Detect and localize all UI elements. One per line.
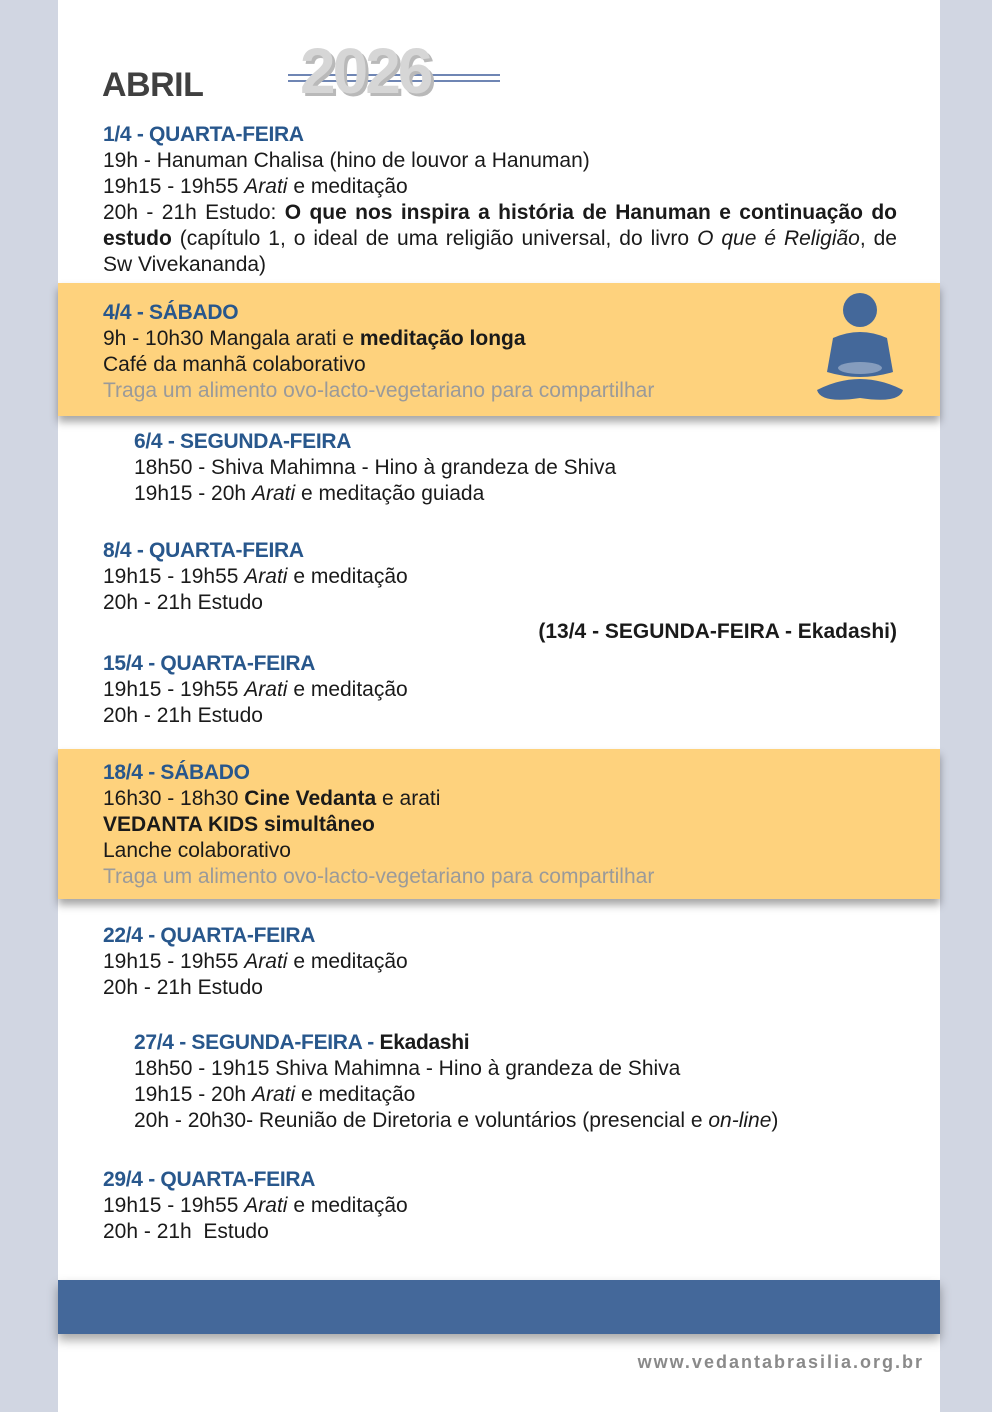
event-date: 1/4 - QUARTA-FEIRA xyxy=(103,123,304,146)
event-line: 19h15 - 19h55 Arati e meditação xyxy=(103,678,408,701)
event-27-4 xyxy=(134,1030,894,1134)
event-line: 9h - 10h30 Mangala arati e meditação longa xyxy=(103,327,526,350)
event-date: 8/4 - QUARTA-FEIRA xyxy=(103,539,304,562)
event-line: 20h - 21h Estudo xyxy=(103,976,263,999)
event-line: 20h - 21h Estudo xyxy=(103,1220,269,1243)
event-line: 19h15 - 20h Arati e meditação xyxy=(134,1083,416,1106)
event-line: 20h - 21h Estudo: O que nos inspira a história de Hanuman e continuação do estudo (capítulo 1, o ideal de uma religião universal, do livro O que é Religião, de Sw Vivekananda) xyxy=(103,201,897,276)
event-29-4 xyxy=(103,1167,803,1245)
event-line: Café da manhã colaborativo xyxy=(103,353,366,376)
event-date: 4/4 - SÁBADO xyxy=(103,301,239,324)
year-label: 2026 xyxy=(300,35,431,107)
event-date: 15/4 - QUARTA-FEIRA xyxy=(103,652,316,675)
event-line: 19h15 - 19h55 Arati e meditação xyxy=(103,175,408,198)
event-line: Lanche colaborativo xyxy=(103,839,291,862)
meditating-person-icon xyxy=(815,290,905,410)
event-1-4 xyxy=(103,122,897,278)
event-line: 19h15 - 19h55 Arati e meditação xyxy=(103,950,408,973)
event-line: 19h15 - 20h Arati e meditação guiada xyxy=(134,482,485,505)
event-line: 19h15 - 19h55 Arati e meditação xyxy=(103,1194,408,1217)
month-title: ABRIL xyxy=(102,66,204,104)
event-note: Traga um alimento ovo-lacto-vegetariano para compartilhar xyxy=(103,379,655,402)
event-date: 6/4 - SEGUNDA-FEIRA xyxy=(134,430,352,453)
event-line: 19h15 - 19h55 Arati e meditação xyxy=(103,565,408,588)
event-15-4 xyxy=(103,651,803,729)
event-line: 16h30 - 18h30 Cine Vedanta e arati xyxy=(103,787,441,810)
year-banner xyxy=(288,36,500,106)
event-18-4 xyxy=(103,760,803,890)
event-date: 18/4 - SÁBADO xyxy=(103,761,250,784)
event-line: 20h - 20h30- Reunião de Diretoria e voluntários (presencial e on-line) xyxy=(134,1109,779,1132)
website-url[interactable]: www.vedantabrasilia.org.br xyxy=(637,1352,924,1372)
event-22-4 xyxy=(103,923,803,1001)
event-line: 20h - 21h Estudo xyxy=(103,704,263,727)
event-note: Traga um alimento ovo-lacto-vegetariano para compartilhar xyxy=(103,865,655,888)
event-date: 27/4 - SEGUNDA-FEIRA - Ekadashi xyxy=(134,1031,470,1054)
event-date: 29/4 - QUARTA-FEIRA xyxy=(103,1168,316,1191)
ekadashi-note: (13/4 - SEGUNDA-FEIRA - Ekadashi) xyxy=(538,620,897,643)
footer-bar xyxy=(58,1280,940,1334)
event-4-4 xyxy=(103,300,803,404)
event-line: 18h50 - Shiva Mahimna - Hino à grandeza de Shiva xyxy=(134,456,617,479)
event-line: 20h - 21h Estudo xyxy=(103,591,263,614)
event-8-4 xyxy=(103,538,803,616)
event-line: 19h - Hanuman Chalisa (hino de louvor a Hanuman) xyxy=(103,149,590,172)
event-line: VEDANTA KIDS simultâneo xyxy=(103,813,375,836)
event-6-4 xyxy=(134,429,834,507)
event-date: 22/4 - QUARTA-FEIRA xyxy=(103,924,316,947)
event-line: 18h50 - 19h15 Shiva Mahimna - Hino à grandeza de Shiva xyxy=(134,1057,681,1080)
